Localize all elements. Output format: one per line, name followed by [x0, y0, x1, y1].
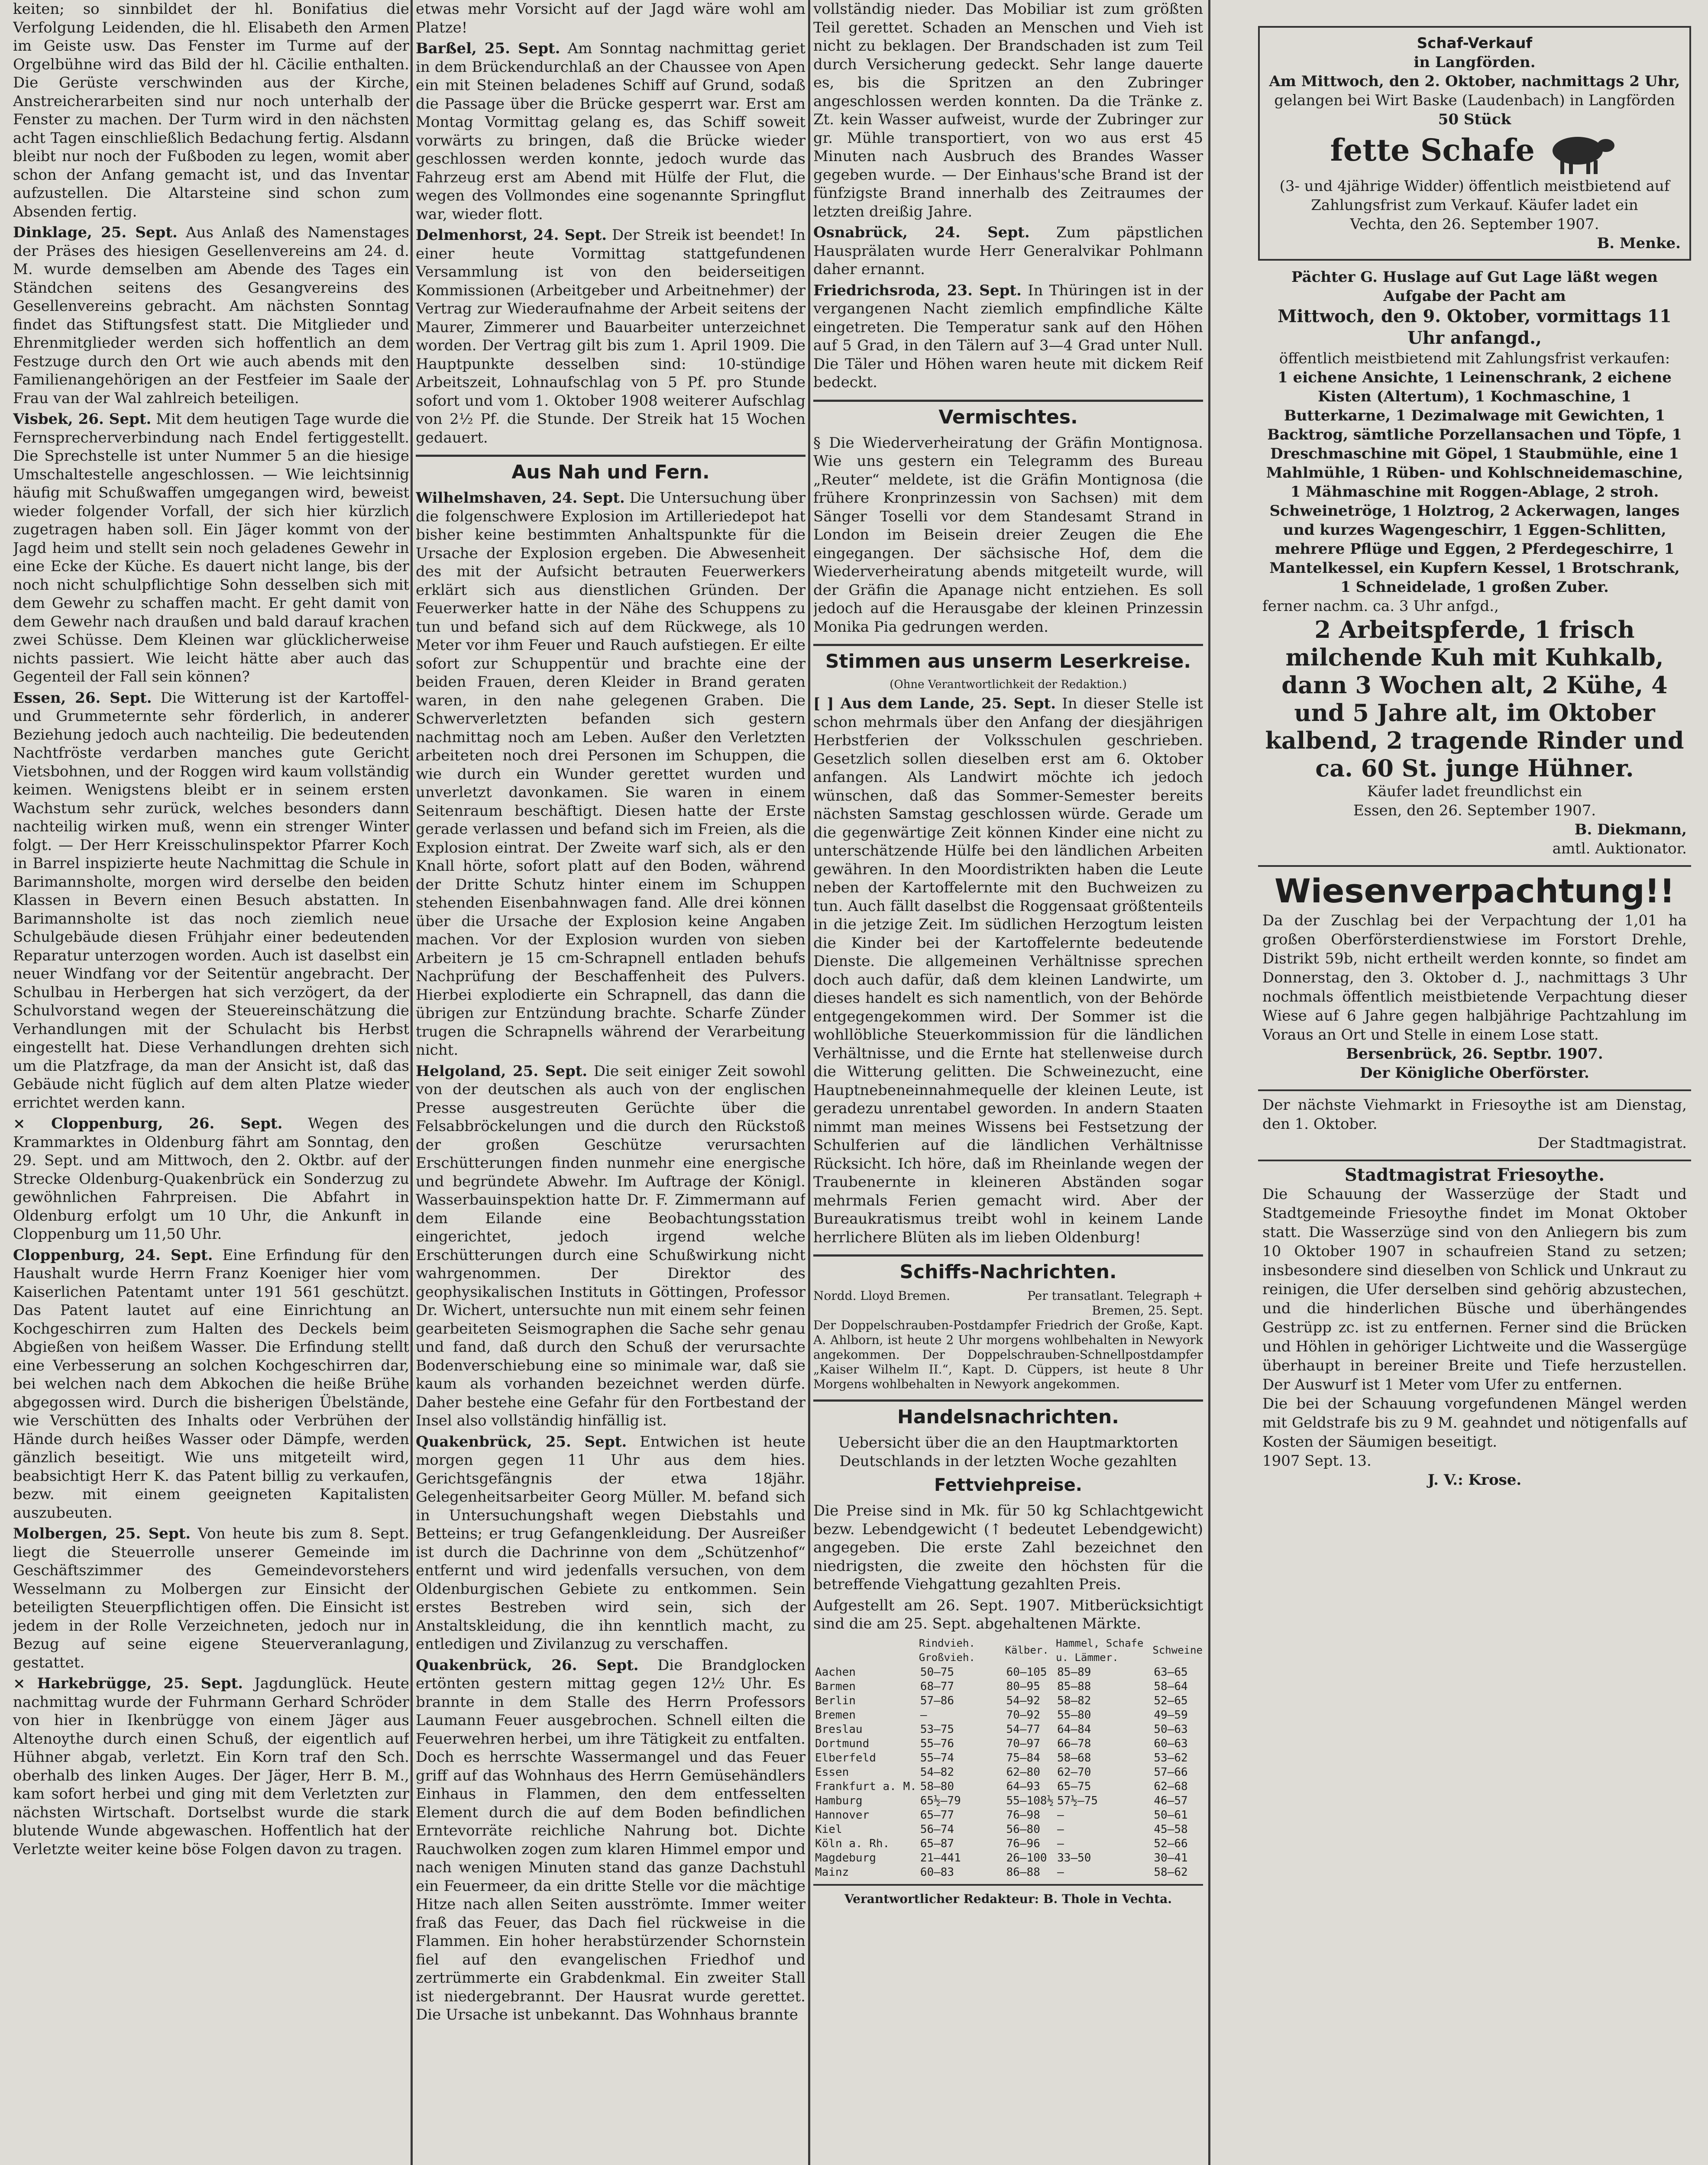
price-range: 58—82 — [1057, 1694, 1091, 1707]
price-range: 65—75 — [1057, 1780, 1091, 1793]
article-molbergen — [13, 1525, 409, 1672]
price-table-row — [813, 1722, 1203, 1737]
ad-invite: Käufer ladet freundlichst ein — [1367, 783, 1582, 800]
price-range: 64—84 — [1057, 1722, 1091, 1736]
market-name: Köln a. Rh. — [815, 1837, 890, 1850]
ad-dateline: Essen, den 26. September 1907. — [1353, 802, 1596, 819]
ad-stadtmagistrat — [1258, 1166, 1691, 1490]
price-table — [813, 1636, 1203, 1880]
ad-place: in Langförden. — [1414, 54, 1536, 71]
article-lead: Cloppenburg, 24. Sept. — [13, 1246, 213, 1264]
price-range: 52—66 — [1154, 1837, 1188, 1850]
price-range: 70—97 — [1006, 1737, 1040, 1750]
column-2 — [416, 0, 805, 2165]
market-name: Hannover — [815, 1808, 870, 1822]
article-quakenbrueck-2 — [416, 1656, 805, 2024]
article-lead: Wilhelmshaven, 24. Sept. — [416, 489, 625, 507]
sheep-icon — [1545, 129, 1619, 177]
divider — [813, 1884, 1203, 1886]
column-rule — [808, 0, 810, 2165]
price-range: 57—86 — [920, 1694, 954, 1707]
price-table-row — [813, 1865, 1203, 1880]
column-rule — [411, 0, 413, 2165]
price-range: 68—77 — [920, 1680, 954, 1693]
ad-text-2: Die bei der Schauung vorgefundenen Mängel werden mit Geldstrafe bis zu 9 M. geahndet und nötigenfalls auf Kosten der Säumigen beseitigt. — [1262, 1395, 1687, 1451]
ad-text: Da der Zuschlag bei der Verpachtung der 1,01 ha großen Oberförsterdienstwiese im Forstort Drehle, Distrikt 59b, nicht ertheilt werden konnte, so findet am Donnerstag, den 3. Oktober d. J., nachmittags 3 Uhr nochmals öffentlich meistbietende Verpachtung dieser Wiese auf 6 Jahre gegen halbjährige Pachtzahlung im Voraus an Ort und Stelle in einem Lose statt. — [1262, 912, 1687, 1044]
article-body: Entwichen ist heute morgen gegen 11 Uhr aus dem hies. Gerichtsgefängnis der etwa 18jähr. Gelegenheitsarbeiter Georg Müller. M. befand sich in Untersuchungshaft wegen Diebstahls und Betteins; er trug Gefangenkleidung. Der Ausreißer ist durch die Dachrinne von dem „Schützenhof“ entfernt und wird jedenfalls versuchen, von dem Oldenburgischen Gebiete zu entkommen. Sein erstes Bestreben wird sein, sich der Anstaltskleidung, die ihn kenntlich macht, zu entledigen und Zivilanzug zu verschaffen. — [416, 1433, 805, 1653]
article-essen — [13, 689, 409, 1112]
price-range: 53—62 — [1154, 1751, 1188, 1764]
price-range: 85—89 — [1057, 1665, 1091, 1679]
price-table-row — [813, 1751, 1203, 1765]
price-range: 55—80 — [1057, 1708, 1091, 1722]
market-name: Frankfurt a. M. — [815, 1780, 917, 1793]
article-delmenhorst — [416, 226, 805, 447]
article-body: In Thüringen ist in der vergangenen Nacht ziemlich empfindliche Kälte eingetreten. Die Temperatur sank auf den Höhen auf 5 Grad, in den Tälern auf 3—4 Grad unter Null. Die Täler und Höhen waren heute mit dickem Reif bedeckt. — [813, 281, 1203, 391]
column-4-ads — [1258, 0, 1691, 2165]
price-range: 76—98 — [1006, 1808, 1040, 1822]
price-range: — — [1057, 1808, 1064, 1822]
article-lead: Quakenbrück, 26. Sept. — [416, 1656, 639, 1674]
market-name: Breslau — [815, 1722, 863, 1736]
ad-text: Der nächste Viehmarkt in Friesoythe ist am Dienstag, den 1. Oktober. — [1262, 1096, 1687, 1133]
price-range: 60—63 — [1154, 1737, 1188, 1750]
column-1 — [13, 0, 409, 2165]
article-body: In dieser Stelle ist schon mehrmals über den Anfang der diesjährigen Herbstferien der Volksschulen geschrieben. Gesetzlich sollen dieselben erst am 6. Oktober anfangen. Als Landwirt möchte ich jedoch wünschen, daß das Sommer-Semester bereits nächsten Samstag geschlossen würde. Gerade um die gegenwärtige Zeit können Kinder eine nicht zu unterschätzende Hülfe bei den ländlichen Arbeiten gewähren. In den Moordistrikten haben die Leute neben der Kartoffelernte mit den Buchweizen zu tun. Auch fällt daselbst die Roggensaat größtenteils in die jetzige Zeit. Im südlichen Herzogtum leisten die Kinder bei der Kartoffelernte bedeutende Dienste. Die allgemeinen Verhältnisse sprechen doch auch dafür, daß dem kleinen Landwirte, um dieses handelt es sich namentlich, von der Behörde entgegengekommen wird. Der Sommer ist die wohllöbliche Steuerkommission für die ländlichen Verhältnisse, und die Ernte hat stellenweise durch die Witterung gelitten. Die Schweinezucht, eine Hauptnebeneinnahmequelle der kleinen Leute, ist geradezu unrentabel geworden. In andern Staaten nimmt man meines Wissens bei Festsetzung der Schulferien auf die ländlichen Verhältnisse Rücksicht. Ich höre, daß im Rheinlande wegen der Traubenernte in kleineren Abständen sogar mehrmals Ferien gemacht wird. Aber der Bureaukratismus treibt wohl in keinem Lande herrlichere Blüten als im lieben Oldenburg! — [813, 695, 1203, 1246]
price-range: 70—92 — [1006, 1708, 1040, 1722]
price-table-row — [813, 1808, 1203, 1822]
ad-signature: B. Diekmann, — [1574, 821, 1687, 838]
price-range: 80—95 — [1006, 1680, 1040, 1693]
market-name: Essen — [815, 1765, 849, 1779]
article-body: Die seit einiger Zeit sowohl von der deutschen als auch von der englischen Presse ausgestreuten Gerüchte über die Felsabbröckelungen und die durch den Rückstoß der großen Geschütze verursachten Erschütterungen finden nunmehr eine energische und begründete Abwehr. Im Auftrage der Königl. Wasserbauinspektion hatte Dr. F. Zimmermann auf dem Eilande eine Beobachtungsstation eingerichtet, jedoch irgend welche Erschütterungen durch eine Schußwirkung nicht wahrgenommen. Der Direktor des geophysikalischen Instituts in Göttingen, Professor Dr. Wichert, untersuchte nun mit einem sehr feinen gearbeiteten Seismographen die Sache sehr genau und fand, daß durch den Schuß der verursachte Bodenverschiebung eine so minimale war, daß sie kaum als vorhanden bezeichnet werden dürfe. Daher bestehe eine Gefahr für den Fortbestand der Insel also vollständig hinfällig ist. — [416, 1062, 805, 1429]
ad-gut-lage — [1258, 268, 1691, 858]
article-wilhelmshaven — [416, 489, 805, 1060]
article-continuation: etwas mehr Vorsicht auf der Jagd wäre wohl am Platze! — [416, 0, 805, 36]
price-range: 58—80 — [920, 1780, 954, 1793]
article-lead: Delmenhorst, 24. Sept. — [416, 226, 607, 244]
editor-footer: Verantwortlicher Redakteur: B. Thole in Vechta. — [844, 1891, 1172, 1906]
price-range: 60—105 — [1006, 1665, 1047, 1679]
price-table-row — [813, 1822, 1203, 1837]
article-body: Jagdunglück. Heute nachmittag wurde der Fuhrmann Gerhard Schröder von hier in Ikenbrügge von einem Jäger aus Altenoythe durch einen Schuß, der eigentlich auf Hühner abgab, verletzt. Ein Korn traf den Sch. oberhalb des linken Auges. Der Jäger, Herr B. M., kam sofort herbei und ging mit dem Verletzten zur nächsten Wirtschaft. Dortselbst wurde die stark blutende Wunde abgewaschen. Hoffentlich hat der Verletzte weiter keine böse Folgen davon zu tragen. — [13, 1675, 409, 1858]
price-range: 57—66 — [1154, 1765, 1188, 1779]
market-name: Barmen — [815, 1680, 856, 1693]
schiff-header-left: Nordd. Lloyd Bremen. — [813, 1289, 951, 1303]
price-range: — — [1057, 1865, 1064, 1879]
schiff-body: Der Doppelschrauben-Postdampfer Friedrich der Große, Kapt. A. Ahlborn, ist heute 2 Uhr morgens wohlbehalten in Newyork angekommen. Der Doppelschrauben-Schnellpostdampfer „Kaiser Wilhelm II.“, Kapt. D. Cüppers, ist heute 8 Uhr Morgens wohlbehalten in Newyork angekommen. — [813, 1318, 1203, 1391]
article-lead: Friedrichsroda, 23. Sept. — [813, 281, 1022, 299]
article-cloppenburg-1 — [13, 1115, 409, 1244]
article-lead: × Cloppenburg, 26. Sept. — [13, 1115, 283, 1132]
market-name: Kiel — [815, 1822, 842, 1836]
price-table-row — [813, 1708, 1203, 1722]
ad-livestock: 2 Arbeitspferde, 1 frisch milchende Kuh mit Kuhkalb, dann 3 Wochen alt, 2 Kühe, 4 und 5 Jahre alt, im Oktober kalbend, 2 tragende Rinder und ca. 60 St. junge Hühner. — [1265, 616, 1684, 782]
fettvieh-heading: Fettviehpreise. — [934, 1475, 1082, 1495]
article-barssel — [416, 39, 805, 223]
article-harkebruegge — [13, 1674, 409, 1858]
price-range: 45—58 — [1154, 1822, 1188, 1836]
price-range: 50—61 — [1154, 1808, 1188, 1822]
article-body: Die Brandglocken ertönten gestern mittag gegen 12½ Uhr. Es brannte in dem Stalle des Herrn Professors Laumann Feuer ausgebrochen. Schnell eilten die Feuerwehren herbei, um ihre Tätigkeit zu entfalten. Doch es herrschte Wassermangel und das Feuer griff auf das Wohnhaus des Herrn Gemüsehändlers Einhaus in Flammen, den dem entfesselten Element durch die auf dem Boden befindlichen Erntevorräte reichliche Nahrung bot. Dichte Rauchwolken zogen zum klaren Himmel empor und nach wenigen Minuten stand das ganze Dachstuhl ein Feuermeer, da ein dritte Stelle vor die mächtige Hitze nach allen Seiten ausströmte. Immer weiter fraß das Feuer, das Dach fiel rückweise in die Flammen. Ein hoher herabstürzender Schornstein fiel auf den evangelischen Friedhof und zertrümmerte ein Grabdenkmal. Ein zweiter Stall ist niedergebrannt. Der Hausrat wurde gerettet. Die Ursache ist unbekannt. Das Wohnhaus brannte — [416, 1656, 805, 2023]
ad-text: Die Schauung der Wasserzüge der Stadt und Stadtgemeinde Friesoythe findet im Monat Oktober statt. Die Wasserzüge sind von den Anliegern bis zum 10 Oktober 1907 in schaufreien Stand zu setzen; insbesondere sind dieselben von Schlick und Unkraut zu reinigen, die Ufer derselben sind gehörig abzustechen, und die hinderlichen Büsche und überhängendes Gestrüpp zc. ist zu entfernen. Ferner sind die Brücken und Höhlen in gehöriger Lichtweite und die Wassergüge überhaupt in bereiner Breite und Tiefe herzustellen. Der Auswurf ist 1 Meter vom Ufer zu entfernen. — [1262, 1186, 1687, 1393]
article-body: Von heute bis zum 8. Sept. liegt die Steuerrolle unserer Gemeinde im Geschäftszimmer des Gemeindevorstehers Wesselmann zu Molbergen zur Einsicht der beteiligten Steuerpflichtigen offen. Die Einsicht ist jedem in der Rolle Verzeichneten, jedoch nur in Bezug auf seine eigene Steuerveranlagung, gestattet. — [13, 1525, 409, 1671]
article-helgoland — [416, 1062, 805, 1430]
price-range: 65½—79 — [920, 1794, 961, 1807]
price-range: 54—82 — [920, 1765, 954, 1779]
price-table-row — [813, 1851, 1203, 1865]
price-range: 76—96 — [1006, 1837, 1040, 1850]
price-range: 62—70 — [1057, 1765, 1091, 1779]
divider — [1258, 865, 1691, 867]
ad-signature: Der Stadtmagistrat. — [1537, 1134, 1687, 1152]
ad-count: 50 Stück — [1438, 111, 1511, 128]
article-body: Mit dem heutigen Tage wurde die Fernsprecherverbindung nach Endel fertiggestellt. Die Sprechstelle ist unter Nummer 5 an die hiesige Umschaltestelle angeschlossen. — Wie leichtsinnig häufig mit Schußwaffen umgegangen wird, beweist wieder folgender Vorfall, der sich hier kürzlich zugetragen haben soll. Ein Jäger kommt von der Jagd heim und stellt sein noch geladenes Gewehr in eine Ecke der Küche. Es dauert nicht lange, bis der noch nicht schulpflichtige Sohn desselben sich mit dem Gewehr zu schaffen macht. Er geht damit von dem Gewehr nach draußen und bald darauf krachen zwei Schüsse. Dem Kleinen war glücklicherweise nichts passiert. Wie leicht hätte aber auch das Gegenteil der Fall sein können? — [13, 410, 409, 685]
price-range: 62—80 — [1006, 1765, 1040, 1779]
ad-date: Mittwoch, den 9. Oktober, vormittags 11 Uhr anfangd., — [1278, 306, 1672, 348]
fettvieh-text-2: Aufgestellt am 26. Sept. 1907. Mitberücksichtigt sind die am 25. Sept. abgehaltenen Märkte. — [813, 1596, 1203, 1632]
article-body: Am Sonntag nachmittag geriet in dem Brückendurchlaß an der Chaussee von Apen ein mit Steinen beladenes Schiff auf Grund, sodaß die Passage über die Brücke gesperrt war. Erst am Montag Vormittag gelang es, das Schiff soweit vorwärts zu bringen, daß die Brücke wieder geschlossen werden konnte, jedoch wurde das Fahrzeug erst am Abend mit Hülfe der Flut, die wegen des Vollmondes eine sogenannte Springflut war, wieder flott. — [416, 40, 805, 223]
ad-dateline: Bersenbrück, 26. Septbr. 1907. — [1346, 1045, 1603, 1063]
article-body: Aus Anlaß des Namenstages der Präses des hiesigen Gesellenvereins am 24. d. M. wurde demselben am Abende des Tages ein Ständchen seitens des Gesangvereins des Gesellenvereins gebracht. Am nächsten Sonntag findet das Stiftungsfest statt. Die Mitglieder und Ehrenmitglieder werden sich hoffentlich an dem Festzuge durch den Ort wie auch abends mit den Familienangehörigen an der Festfeier im Saale der Frau van der Wal zahlreich beteiligen. — [13, 224, 409, 407]
price-range: 58—62 — [1154, 1865, 1188, 1879]
price-range: 75—84 — [1006, 1751, 1040, 1764]
price-range: 65—77 — [920, 1808, 954, 1822]
market-name: Berlin — [815, 1694, 856, 1707]
price-table-header — [813, 1636, 1203, 1665]
ad-text: (3- und 4jährige Widder) öffentlich meistbietend auf Zahlungsfrist zum Verkauf. Käufer ladet ein — [1279, 178, 1670, 214]
market-name: Magdeburg — [815, 1851, 876, 1864]
price-range: 55—76 — [920, 1737, 954, 1750]
price-range: 56—80 — [1006, 1822, 1040, 1836]
schiff-header — [813, 1289, 1203, 1318]
price-range: 66—78 — [1057, 1737, 1091, 1750]
price-range: 52—65 — [1154, 1694, 1188, 1707]
price-range: 64—93 — [1006, 1780, 1040, 1793]
column-rule — [1208, 0, 1210, 2165]
article-body: Die Untersuchung über die folgenschwere Explosion im Artilleriedepot hat bisher keine bestimmten Anhaltspunkte für die Ursache der Explosion ergeben. Die Abwesenheit des mit der Aufsicht betrauten Feuerwerkers erklärt sich aus dienstlichen Gründen. Der Feuerwerker hatte in der Nähe des Schuppens zu tun und befand sich auf dem Rückwege, als 10 Meter vor ihm Feuer und Rauch aufstiegen. Er eilte sofort zur Schuppentür und brachte eine der beiden Frauen, deren Kleider in Brand geraten waren, in den nahe gelegenen Graben. Die Schwerverletzten befanden sich gestern nachmittag noch am Leben. Außer den Verletzten arbeiteten noch drei Personen im Schuppen, die wie durch ein Wunder gerettet wurden und unverletzt davonkamen. Sie waren in einem Seitenraum beschäftigt. Diesen hatte der Erste gerade verlassen und befand sich im Freien, als die Explosion eintrat. Der Zweite warf sich, als er den Knall hörte, sofort platt auf den Boden, während der Dritte Schutz hinter einem im Schuppen stehenden Eisenbahnwagen fand. Alle drei können über die Ursache der Explosion keine Angaben machen. Vor der Explosion wurden von sieben Arbeitern je 15 cm-Schrapnell entladen behufs Nachprüfung der Beschaffenheit des Pulvers. Hierbei explodierte ein Schrapnell, das dann die übrigen zur Entzündung brachte. Scharfe Zünder trugen die Schrapnells während der Verarbeitung nicht. — [416, 489, 805, 1059]
section-heading: Aus Nah und Fern. — [416, 455, 805, 485]
market-name: Mainz — [815, 1865, 849, 1879]
price-table-row — [813, 1765, 1203, 1780]
price-range: 33—50 — [1057, 1851, 1091, 1864]
price-range: 55—74 — [920, 1751, 954, 1764]
price-table-row — [813, 1794, 1203, 1808]
ad-item — [1268, 129, 1681, 177]
article-osnabrueck — [813, 223, 1203, 279]
article-body: Eine Erfindung für den Haushalt wurde Herrn Franz Koeniger hier vom Kaiserlichen Patentamt unter 191 561 geschützt. Das Patent lautet auf eine Einrichtung an Kochgeschirren zum Halten des Deckels beim Abgießen von heißem Wasser. Die Erfindung stellt eine Verbesserung an solchen Kochgeschirren dar, bei welchen nach dem Abkochen die heiße Brühe abgegossen wird. Durch die bisherigen Übelstände, wie Verschütten des Inhalts oder Verbrühen der Hände durch heißes Wasser oder Dämpfe, werden gänzlich beseitigt. Wie uns mitgeteilt wird, beabsichtigt Herr K. das Patent billig zu verkaufen, bezw. mit einem geeigneten Kapitalisten auszubeuten. — [13, 1246, 409, 1522]
price-table-column-header: Kälber. — [1005, 1644, 1049, 1656]
article-continuation: keiten; so sinnbildet der hl. Bonifatius die Verfolgung Leidenden, die hl. Elisabeth den Armen im Geiste usw. Das Fenster im Turme auf der Orgelbühne wird das Bild der hl. Cäcilie enthalten. Die Gerüste verschwinden aus der Kirche, Anstreicherarbeiten sind nur noch unterhalb der Fenster zu machen. Der Turm wird in den nächsten acht Tagen einschließlich Bedachung fertig. Alsdann bleibt nur noch der Fußboden zu legen, womit aber schon der Anfang gemacht ist, und das Inventar aufzustellen. Die Altarsteine sind schon zum Absenden fertig. — [13, 0, 409, 220]
price-range: 58—68 — [1057, 1751, 1091, 1764]
price-range: 62—68 — [1154, 1780, 1188, 1793]
market-name: Elberfeld — [815, 1751, 876, 1764]
section-heading-leserkreis: Stimmen aus unserm Leserkreise. — [813, 644, 1203, 674]
fettvieh-text: Die Preise sind in Mk. für 50 kg Schlachtgewicht bezw. Lebendgewicht (↑ bedeutet Lebendgewicht) angegeben. Die erste Zahl bezeichnet den niedrigsten, die zweite den höchsten für die betreffende Viehgattung gezahlten Preis. — [813, 1502, 1203, 1593]
ad-schaf-verkauf — [1258, 26, 1691, 261]
ad-signature: B. Menke. — [1597, 235, 1681, 252]
article-lead: Helgoland, 25. Sept. — [416, 1062, 588, 1080]
price-range: — — [1057, 1822, 1064, 1836]
price-range: 55—108½ — [1006, 1794, 1054, 1807]
ad-items: 1 eichene Ansichte, 1 Leinenschrank, 2 eichene Kisten (Altertum), 1 Kochmaschine, 1 Butterkarne, 1 Dezimalwage mit Gewichten, 1 Backtrog, sämtliche Porzellansachen und Töpfe, 1 Dreschmaschine mit Göpel, 1 Staubmühle, eine 1 Mahlmühle, 1 Rüben- und Kohlschneidemaschine, 1 Mähmaschine mit Roggen-Ablage, 2 stroh. Schweinetröge, 1 Holztrog, 2 Ackerwagen, langes und kurzes Wagengeschirr, 1 Eggen-Schlitten, mehrere Pflüge und Eggen, 2 Pferdegeschirre, 1 Mantelkessel, ein Kupfern Kessel, 1 Brotschrank, 1 Schneidelade, 1 großen Zuber. — [1266, 369, 1683, 596]
article-visbek — [13, 410, 409, 686]
price-table-column-header: Hammel, Schafe u. Lämmer. — [1056, 1637, 1144, 1664]
price-range: 50—63 — [1154, 1722, 1188, 1736]
divider — [1258, 1089, 1691, 1091]
article-continuation: vollständig nieder. Das Mobiliar ist zum größten Teil gerettet. Schaden an Menschen und Vieh ist nicht zu beklagen. Der Brandschaden ist zum Teil durch Versicherung gedeckt. Sehr lange dauerte es, bis die Spritzen an den Zubringer angeschlossen werden konnten. Da die Tränke z. Zt. kein Wasser aufweist, wurde der Zubringer zur gr. Mühle transportiert, von wo aus erst 45 Minuten nach Ausbruch des Brandes Wasser gegeben wurde. — Der Einhaus'sche Brand ist der fünfzigste Brand innerhalb des Zeitraumes der letzten dreißig Jahre. — [813, 0, 1203, 220]
price-range: 65—87 — [920, 1837, 954, 1850]
price-range: 58—64 — [1154, 1680, 1188, 1693]
price-range: 54—77 — [1006, 1722, 1040, 1736]
article-body: Zum päpstlichen Hausprälaten wurde Herr Generalvikar Pohlmann daher ernannt. — [813, 224, 1203, 278]
section-note: (Ohne Verantwortlichkeit der Redaktion.) — [890, 678, 1127, 691]
price-range: 63—65 — [1154, 1665, 1188, 1679]
price-range: 50—75 — [920, 1665, 954, 1679]
market-name: Dortmund — [815, 1737, 870, 1750]
price-range: 46—57 — [1154, 1794, 1188, 1807]
price-range: 49—59 — [1154, 1708, 1188, 1722]
ad-wiesenverpachtung — [1258, 871, 1691, 1082]
price-range: 56—74 — [920, 1822, 954, 1836]
article-lead: × Harkebrügge, 25. Sept. — [13, 1675, 243, 1692]
handel-intro: Uebersicht über die an den Hauptmarktorten Deutschlands in der letzten Woche gezahlten — [838, 1434, 1178, 1470]
ad-title: Wiesenverpachtung!! — [1275, 872, 1675, 910]
ad-text: gelangen bei Wirt Baske (Laudenbach) in Langförden — [1274, 92, 1675, 109]
price-table-row — [813, 1780, 1203, 1794]
price-table-row — [813, 1837, 1203, 1851]
article-dinklage — [13, 223, 409, 407]
ad-date: 1907 Sept. 13. — [1262, 1452, 1372, 1470]
article-body: Der Streik ist beendet! In einer heute Vormittag stattgefundenen Versammlung ist von den beiderseitigen Kommissionen (Arbeitgeber und Arbeitnehmer) der Vertrag zur Wiederaufnahme der Arbeit seitens der Maurer, Zimmerer und Bauarbeiter unterzeichnet worden. Der Vertrag gilt bis zum 1. April 1909. Die Hauptpunkte desselben sind: 10-stündige Arbeitszeit, Lohnaufschlag von 5 Pf. pro Stunde sofort und vom 1. Oktober 1908 weiterer Aufschlag von 2½ Pf. die Stunde. Der Streik hat 15 Wochen gedauert. — [416, 226, 805, 446]
price-table-body — [813, 1665, 1203, 1880]
market-name: Bremen — [815, 1708, 856, 1722]
column-3 — [813, 0, 1203, 2165]
price-table-row — [813, 1737, 1203, 1751]
ad-dateline: Vechta, den 26. September 1907. — [1350, 216, 1599, 233]
section-heading-schiffs: Schiffs-Nachrichten. — [813, 1254, 1203, 1284]
price-range: 53—75 — [920, 1722, 954, 1736]
price-range: 85—88 — [1057, 1680, 1091, 1693]
price-range: 26—100 — [1006, 1851, 1047, 1864]
article-body: Wegen des Krammarktes in Oldenburg fährt am Sonntag, den 29. Sept. und am Mittwoch, den 2. Oktbr. auf der Strecke Oldenburg-Quakenbrück ein Sonderzug zu gewöhnlichen Fahrpreisen. Die Abfahrt in Oldenburg erfolgt um 10 Uhr, die Ankunft in Cloppenburg um 11,50 Uhr. — [13, 1115, 409, 1243]
price-range: 21—441 — [920, 1851, 961, 1864]
article-lead: Visbek, 26. Sept. — [13, 410, 152, 428]
price-table-column-header: Schweine — [1152, 1644, 1203, 1656]
article-montignosa: § Die Wiederverheiratung der Gräfin Montignosa. Wie uns gestern ein Telegramm des Bureau „Reuter“ meldete, ist die Gräfin Montignosa (die frühere Kronprinzessin von Sachsen) mit dem Sänger Toselli vor dem Standesamt Strand in London im Beisein dreier Zeugen die Ehe eingegangen. Der sächsische Hof, dem die Wiederverheiratung abends mitgeteilt wurde, will der Gräfin die Apanage nicht entziehen. Es soll jedoch auf die Herausgabe der kleinen Prinzessin Monika Pia gedrungen werden. — [813, 434, 1203, 636]
price-table-row — [813, 1680, 1203, 1694]
article-body: Die Witterung ist der Kartoffel- und Grummeternte sehr förderlich, in anderer Beziehung jedoch auch nachteilig. Die bedeutenden Nachtfröste verdarben manches gute Gericht Vietsbohnen, und der Roggen wird kaum vollständig keimen. Wenigstens bleibt er in seinem ersten Wachstum sehr zurück, welches besonders dann nachteilig wirken muß, wenn ein strenger Winter folgt. — Der Herr Kreisschulinspektor Pfarrer Koch in Barrel inspizierte heute Nachmittag die Schule in Barimannsholte, morgen wird derselbe den beiden Klassen in Bevern einen Besuch abstatten. In Barimannsholte ist das noch ziemlich neue Schulgebäude diesen Frühjahr einer bedeutenden Reparatur unterzogen worden. Auch ist daselbst ein neuer Windfang vor der Seitentür angebracht. Der Schulbau in Herbergen hat sich verzögert, da der Schulvorstand wegen der Steuereinschätzung die Verhandlungen mit der Schulacht bis Herbst eingestellt hat. Diese Verhandlungen drehten sich um die Platzfrage, da man der Ansicht ist, daß das Gebäude nicht füglich auf dem alten Platze wieder errichtet werden kann. — [13, 689, 409, 1112]
price-range: 54—92 — [1006, 1694, 1040, 1707]
article-quakenbrueck-1 — [416, 1433, 805, 1654]
article-friedrichsroda — [813, 281, 1203, 392]
ad-date: Am Mittwoch, den 2. Oktober, nachmittags 2 Uhr, — [1269, 73, 1680, 90]
article-cloppenburg-2 — [13, 1246, 409, 1522]
article-lead: [ ] Aus dem Lande, 25. Sept. — [813, 695, 1056, 712]
article-lead: Quakenbrück, 25. Sept. — [416, 1433, 627, 1451]
price-range: 57½—75 — [1057, 1794, 1098, 1807]
ad-title: Schaf-Verkauf — [1417, 35, 1533, 52]
article-lead: Dinklage, 25. Sept. — [13, 224, 178, 241]
price-range: — — [1057, 1837, 1064, 1850]
ad-signature: Der Königliche Oberförster. — [1360, 1064, 1589, 1082]
ad-title: Stadtmagistrat Friesoythe. — [1344, 1165, 1605, 1185]
price-table-row — [813, 1665, 1203, 1680]
ad-item-text: fette Schafe — [1330, 132, 1535, 168]
price-table-column-header: Rindvieh. Großvieh. — [919, 1637, 975, 1664]
divider — [1258, 1160, 1691, 1161]
price-range: 60—83 — [920, 1865, 954, 1879]
article-aus-dem-lande — [813, 695, 1203, 1247]
article-lead: Barßel, 25. Sept. — [416, 40, 560, 57]
article-lead: Osnabrück, 24. Sept. — [813, 224, 1030, 241]
market-name: Hamburg — [815, 1794, 863, 1807]
market-name: Aachen — [815, 1665, 856, 1679]
ad-intro: Pächter G. Huslage auf Gut Lage läßt wegen Aufgabe der Pacht am — [1291, 268, 1658, 305]
price-table-column-header — [813, 1636, 919, 1665]
price-table-row — [813, 1694, 1203, 1708]
price-range: — — [920, 1708, 927, 1722]
article-lead: Essen, 26. Sept. — [13, 689, 152, 707]
schiff-header-right: Per transatlant. Telegraph + Bremen, 25. Sept. — [1027, 1289, 1203, 1318]
section-heading-vermischtes: Vermischtes. — [813, 400, 1203, 430]
article-lead: Molbergen, 25. Sept. — [13, 1525, 191, 1542]
ad-viehmarkt — [1258, 1095, 1691, 1153]
ad-text: öffentlich meistbietend mit Zahlungsfrist verkaufen: — [1279, 350, 1670, 367]
ad-signature: J. V.: Krose. — [1427, 1471, 1522, 1489]
section-heading-handel: Handelsnachrichten. — [813, 1399, 1203, 1429]
price-range: 30—41 — [1154, 1851, 1188, 1864]
ad-more: ferner nachm. ca. 3 Uhr anfgd., — [1262, 598, 1499, 615]
price-range: 86—88 — [1006, 1865, 1040, 1879]
ad-role: amtl. Auktionator. — [1552, 840, 1687, 857]
